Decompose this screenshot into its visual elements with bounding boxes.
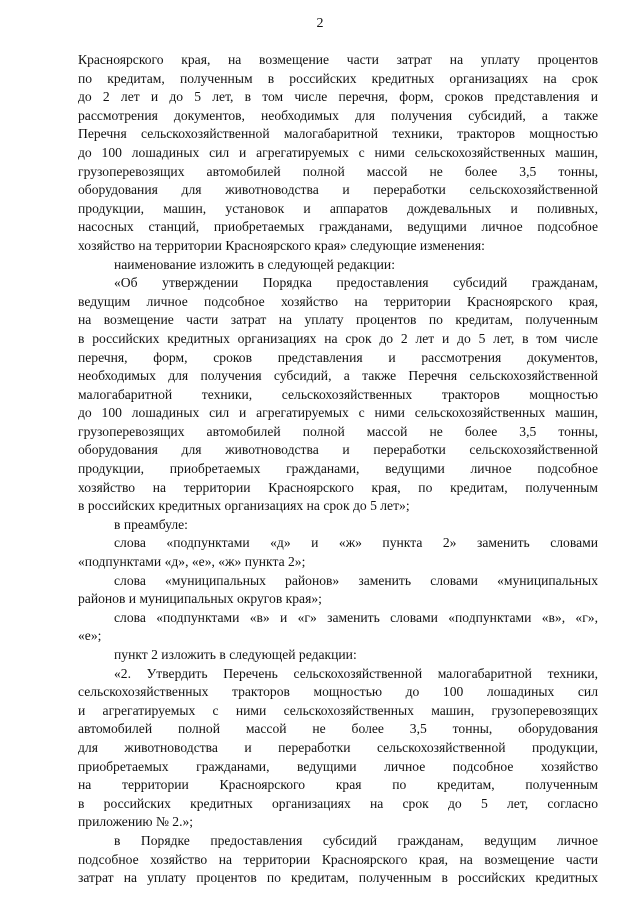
text-line: оборудования для животноводства и переработки сельскохозяйственной [78, 182, 598, 198]
text-line: «подпунктами «д», «е», «ж» пункта 2»; [78, 554, 306, 570]
text-line: продукции, приобретаемых гражданами, ведущими личное подсобное [78, 461, 598, 477]
document-body [78, 51, 598, 888]
text-line: в преамбуле: [114, 516, 188, 532]
text-line: необходимых для получения субсидий, а также Перечня сельскохозяйственной [78, 368, 598, 384]
text-line: в российских кредитных организациях на срок до 5 лет, согласно [78, 795, 598, 811]
text-line: перечня, форм, сроков представления и рассмотрения документов, [78, 349, 598, 365]
page-number: 2 [316, 16, 324, 31]
text-line: грузоперевозящих автомобилей полной массой не более 3,5 тонны, [78, 163, 598, 179]
text-line: до 2 лет и до 5 лет, в том числе перечня, форм, сроков представления и [78, 89, 598, 105]
text-line: слова «муниципальных районов» заменить словами «муниципальных [114, 572, 598, 588]
text-line: автомобилей полной массой не более 3,5 тонны, оборудования [78, 721, 598, 737]
text-line: и агрегатируемых с ними сельскохозяйственных машин, грузоперевозящих [78, 702, 598, 718]
text-line: в российских кредитных организациях на срок до 2 лет и до 5 лет, в том числе [78, 330, 598, 346]
text-line: пункт 2 изложить в следующей редакции: [114, 647, 357, 662]
text-line: малогабаритной техники, сельскохозяйственных тракторов мощностью [78, 386, 598, 402]
text-line: продукции, машин, установок и аппаратов дождевальных и поливных, [78, 200, 598, 216]
text-line: сельскохозяйственных тракторов мощностью до 100 лошадиных сил [78, 684, 598, 700]
text-line: приложению № 2.»; [78, 814, 194, 830]
text-line: по кредитам, полученным в российских кредитных организациях на срок [78, 70, 598, 86]
text-line: в российских кредитных организациях на срок до 5 лет»; [78, 498, 410, 514]
text-line: до 100 лошадиных сил и агрегатируемых с ними сельскохозяйственных машин, [78, 405, 598, 421]
text-line: районов и муниципальных округов края»; [78, 591, 322, 607]
text-line: «Об утверждении Порядка предоставления субсидий гражданам, [114, 275, 598, 291]
text-line: для животноводства и переработки сельскохозяйственной продукции, [78, 739, 598, 755]
text-line: на возмещение части затрат на уплату процентов по кредитам, полученным [78, 312, 598, 328]
text-line: «2. Утвердить Перечень сельскохозяйственной малогабаритной техники, [114, 665, 598, 681]
text-line: «е»; [78, 628, 102, 644]
text-line: подсобное хозяйство на территории Красноярского края, на возмещение части [78, 851, 598, 867]
text-line: слова «подпунктами «д» и «ж» пункта 2» заменить словами [114, 535, 598, 551]
text-line: Перечня сельскохозяйственной малогабаритной техники, тракторов мощностью [78, 126, 598, 142]
text-line: до 100 лошадиных сил и агрегатируемых с ними сельскохозяйственных машин, [78, 144, 598, 160]
text-line: ведущим личное подсобное хозяйство на территории Красноярского края, [78, 293, 598, 309]
text-line: на территории Красноярского края по кредитам, полученным [78, 777, 598, 793]
text-line: наименование изложить в следующей редакции: [114, 256, 395, 272]
text-line: рассмотрения документов, необходимых для получения субсидий, а также [78, 107, 598, 123]
text-line: затрат на уплату процентов по кредитам, полученным в российских кредитных [78, 870, 598, 886]
text-line: хозяйство на территории Красноярского края» следующие изменения: [78, 237, 485, 253]
text-line: насосных станций, приобретаемых гражданами, ведущими личное подсобное [78, 219, 598, 235]
text-line: оборудования для животноводства и переработки сельскохозяйственной [78, 442, 598, 458]
text-line: Красноярского края, на возмещение части затрат на уплату процентов [78, 52, 598, 67]
text-line: в Порядке предоставления субсидий гражданам, ведущим личное [114, 832, 598, 848]
text-line: слова «подпунктами «в» и «г» заменить словами «подпунктами «в», «г», [114, 609, 598, 625]
text-line: грузоперевозящих автомобилей полной массой не более 3,5 тонны, [78, 423, 598, 439]
text-line: хозяйство на территории Красноярского края, по кредитам, полученным [78, 479, 598, 495]
text-line: приобретаемых гражданами, ведущими личное подсобное хозяйство [78, 758, 598, 774]
